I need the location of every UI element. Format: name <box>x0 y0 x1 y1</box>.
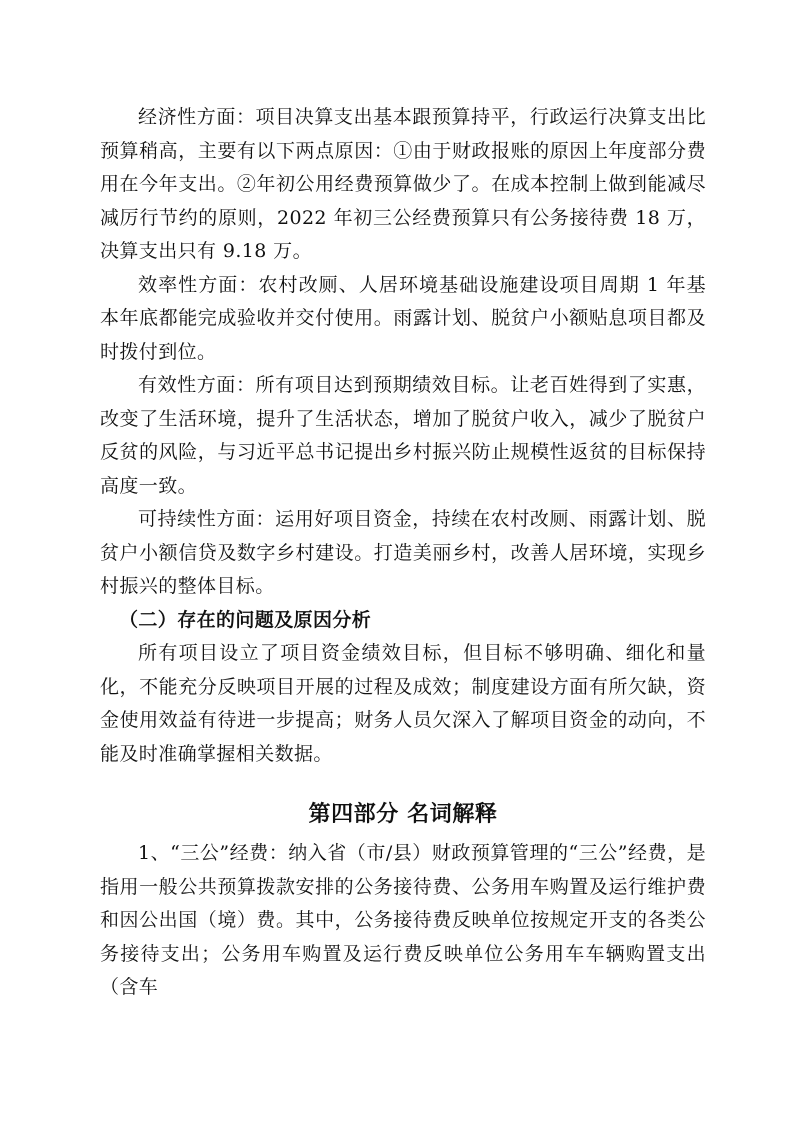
paragraph-sustainability: 可持续性方面：运用好项目资金，持续在农村改厕、雨露计划、脱贫户小额信贷及数字乡村建设。打造美丽乡村，改善人居环境，实现乡村振兴的整体目标。 <box>100 508 706 597</box>
paragraph-effectiveness: 有效性方面：所有项目达到预期绩效目标。让老百姓得到了实惠，改变了生活环境，提升了生活状态，增加了脱贫户收入，减少了脱贫户反贫的风险，与习近平总书记提出乡村振兴防止规模性返贫的目标保持高度一致。 <box>100 374 706 497</box>
section-title: 第四部分 名词解释 <box>308 802 498 827</box>
subheading-problems: （二）存在的问题及原因分析 <box>119 608 372 631</box>
paragraph-economy: 经济性方面：项目决算支出基本跟预算持平，行政运行决算支出比预算稍高，主要有以下两点原因：①由于财政报账的原因上年度部分费用在今年支出。②年初公用经费预算做少了。在成本控制上做到能减尽减厉行节约的原则，2022 年初三公经费预算只有公务接待费 18 万，决算支出只有 9.18 万。 <box>100 106 706 262</box>
paragraph-problems: 所有项目设立了项目资金绩效目标，但目标不够明确、细化和量化，不能充分反映项目开展的过程及成效；制度建设方面有所欠缺，资金使用效益有待进一步提高；财务人员欠深入了解项目资金的动向，不能及时准确掌握相关数据。 <box>100 642 706 765</box>
paragraph-efficiency: 效率性方面：农村改厕、人居环境基础设施建设项目周期 1 年基本年底都能完成验收并交付使用。雨露计划、脱贫户小额贴息项目都及时拨付到位。 <box>100 273 706 363</box>
document-body <box>100 101 706 1005</box>
paragraph-terms: 1、“三公”经费：纳入省（市/县）财政预算管理的“三公”经费，是指用一般公共预算拨款安排的公务接待费、公务用车购置及运行维护费和因公出国（境）费。其中，公务接待费反映单位按规定开支的各类公务接待支出；公务用车购置及运行费反映单位公务用车车辆购置支出（含车 <box>100 842 706 998</box>
